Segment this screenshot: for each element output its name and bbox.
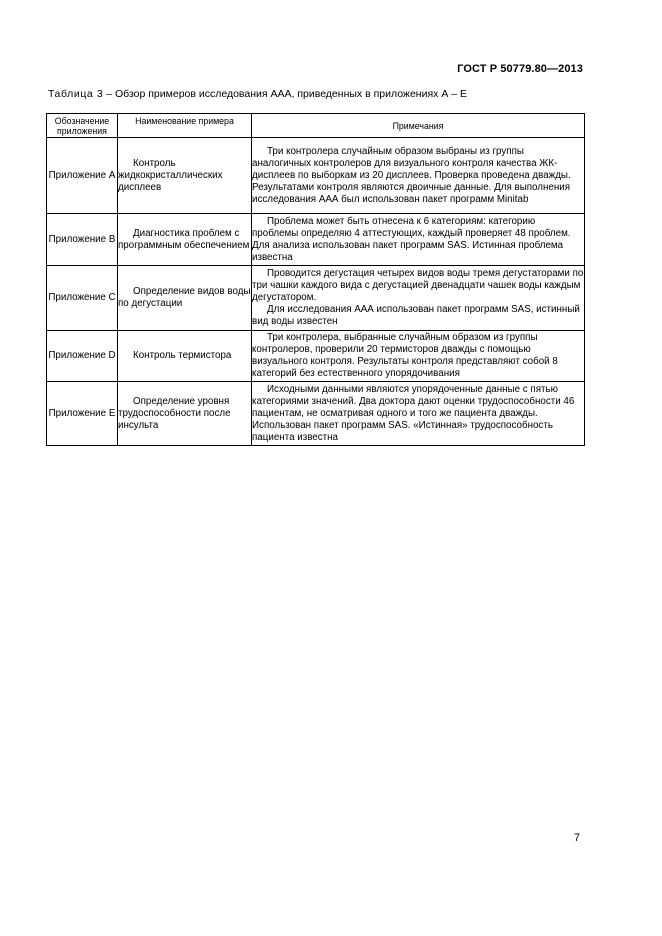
notes-text: Три контролера, выбранные случайным образом из группы контролеров, проверили 20 термисторов дважды с помощью визуального контроля. Результаты контроля представляют собой 8 категорий без естественного упорядочивания [252,332,558,379]
annex-code-cell: Приложение Е [47,382,118,446]
header-notes: Примечания [252,114,585,138]
example-name: Определение уровня трудоспособности после инсульта [118,395,231,431]
annex-code-cell: Приложение С [47,266,118,331]
example-name: Определение видов воды по дегустации [118,286,251,309]
table-row [47,138,585,214]
header-annex-code: Обозначение приложения [47,114,118,138]
table-row [47,382,585,446]
notes-text: Проводится дегустация четырех видов воды тремя дегустаторами по три чашки каждого вида с дегустацией двенадцати чашек воды каждым дегустатором. [252,268,584,303]
table-caption-label: Таблица 3 [48,88,104,100]
notes-cell [252,214,585,266]
annex-code-cell: Приложение D [47,331,118,382]
example-name: Диагностика проблем с программным обеспечением [118,227,250,251]
notes-cell [252,331,585,382]
table-caption [48,88,467,100]
notes-text: Для исследования ААА использован пакет программ SAS, истинный вид воды известен [252,304,580,327]
table-row [47,331,585,382]
annex-code-cell: Приложение А [47,138,118,214]
table-header-row [47,114,585,138]
header-example-name: Наименование примера [118,114,252,138]
notes-text: Три контролера случайным образом выбраны из группы аналогичных контролеров для визуального контроля качества ЖК-дисплеев по выборкам из 20 дисплеев. Проверка проведена дважды. Результатами контроля являются двоичные данные. Для выполнения исследования ААА был использован пакет программ Minitab [252,145,571,205]
example-name: Контроль жидкокристаллических дисплеев [118,157,223,193]
example-name-cell [118,214,252,266]
notes-cell [252,266,585,331]
notes-text: Проблема может быть отнесена к 6 категориям: категорию проблемы определяю 4 аттестующих, каждый проверяет 48 проблем. Для анализа использован пакет программ SAS. Истинная проблема известна [252,215,571,263]
example-name-cell [118,382,252,446]
notes-cell [252,382,585,446]
annex-code-cell: Приложение В [47,214,118,266]
table-row [47,266,585,331]
example-name-cell [118,138,252,214]
example-name: Контроль термистора [133,350,232,361]
document-code: ГОСТ Р 50779.80—2013 [457,63,583,75]
example-name-cell [118,331,252,382]
example-name-cell [118,266,252,331]
notes-cell [252,138,585,214]
table-caption-text: – Обзор примеров исследования ААА, приведенных в приложениях А – Е [103,88,467,100]
examples-table [46,113,585,446]
table-row [47,214,585,266]
page-number: 7 [573,832,580,844]
notes-text: Исходными данными являются упорядоченные данные с пятью категориями значений. Два доктора дают оценки трудоспособности 46 пациентам, не осматривая одного и того же пациента дважды. Использован пакет программ SAS. «Истинная» трудоспособность пациента известна [252,383,575,443]
